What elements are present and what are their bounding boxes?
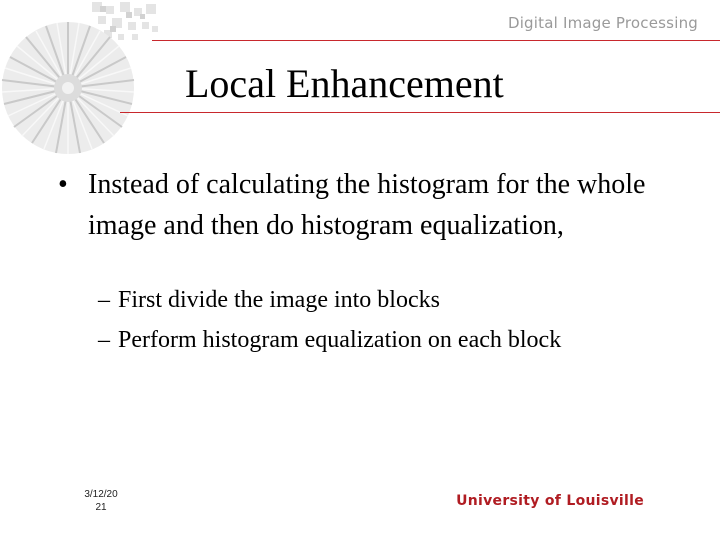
sub-bullet-text: First divide the image into blocks	[118, 287, 440, 313]
page-number: 21	[95, 502, 107, 513]
sub-bullet-item	[98, 286, 698, 314]
sub-bullet-item	[98, 326, 698, 354]
sub-bullet-marker: –	[98, 287, 110, 313]
decorative-flower-logo	[0, 0, 170, 170]
title-divider	[120, 112, 720, 113]
header-divider	[152, 40, 720, 41]
footer-date: 3/12/20	[84, 489, 118, 500]
course-title: Digital Image Processing	[507, 14, 698, 32]
bullet-item	[58, 164, 658, 246]
bullet-marker: •	[58, 169, 68, 200]
sub-bullet-text: Perform histogram equalization on each block	[118, 327, 562, 353]
bullet-text: Instead of calculating the histogram for the whole image and then do histogram equalization,	[88, 169, 646, 241]
slide-title: Local Enhancement	[185, 61, 504, 106]
sub-bullet-marker: –	[98, 327, 110, 353]
university-name: University of Louisville	[456, 493, 644, 509]
footer-date-page	[80, 488, 122, 514]
